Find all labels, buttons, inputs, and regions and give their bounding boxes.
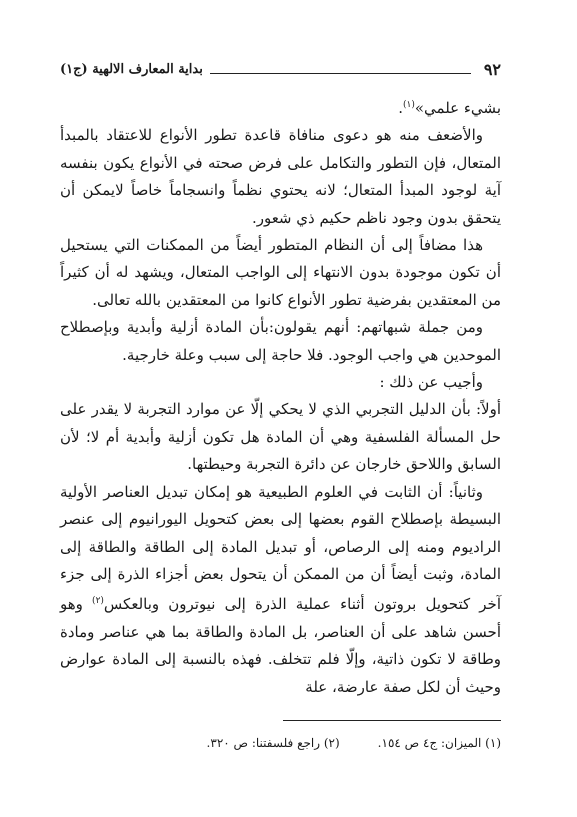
- body-text: [60, 92, 501, 701]
- footnote-rule: [283, 720, 501, 721]
- page-number: ٩٢: [483, 60, 501, 79]
- paragraph-7: [60, 479, 501, 701]
- footnote-2: (٢) راجع فلسفتنا: ص ٣٢٠.: [206, 736, 340, 750]
- paragraph-5: وأجيب عن ذلك :: [379, 373, 483, 392]
- paragraph-3: هذا مضافاً إلى أن النظام المتطور أيضاً من الممكنات التي يستحيل أن تكون موجودة بدون الانتهاء إلى الواجب المتعال، ويشهد له أن كثيراً من المعتقدين بفرضية تطور الأنواع كانوا من المعتقدين بالله تعالى.: [60, 236, 501, 309]
- page-header: [60, 60, 501, 86]
- header-rule: [210, 73, 471, 74]
- footnote-ref-2: (٢): [92, 596, 104, 607]
- paragraph-4: ومن جملة شبهاتهم: أنهم يقولون:بأن المادة أزلية وأبدية وبإصطلاح الموحدين هي واجب الوجود. فلا حاجة إلى سبب وعلة خارجية.: [60, 318, 501, 364]
- paragraph-7-text-a: وثانياً: أن الثابت في العلوم الطبيعية هو إمكان تبديل العناصر الأولية البسيطة بإصطلاح القوم بعضها إلى بعض كتحويل اليورانيوم إلى عنصر الراديوم ومنه إلى الرصاص، أو تبديل المادة إلى الطاقة والطاقة إلى المادة، وثبت أيضاً أن من الممكن أن يتحول بعض أجزاء الذرة إلى جزء آخر كتحويل بروتون أثناء عملية الذرة إلى نيوترون وبالعكس: [60, 482, 501, 614]
- paragraph-1: بشيء علمي»$^{(١)}$.: [398, 99, 501, 117]
- footnote-1: (١) الميزان: ج٤ ص ١٥٤.: [377, 736, 501, 750]
- paragraph-1-text: بشيء علمي»: [414, 99, 501, 117]
- paragraph-2: والأضعف منه هو دعوى منافاة قاعدة تطور الأنواع للاعتقاد بالمبدأ المتعال، فإن التطور والتكامل على فرض صحته في الأنواع يكون بنفسه آية لوجود المبدأ المتعال؛ لانه يحتوي نظماً وانسجاماً خاصاً لايمكن أن يتحقق بدون وجود ناظم حكيم ذي شعور.: [60, 126, 501, 227]
- paragraph-7-text-b: وهو أحسن شاهد على أن العناصر، بل المادة والطاقة بما هي عناصر ومادة وطاقة لا تكون ذاتية، وإلّا فلم تتخلف. فهذه بالنسبة إلى المادة عوارض وحيث أن لكل صفة عارضة، علة: [60, 595, 501, 696]
- running-title: بداية المعارف الالهية (ج١): [60, 62, 203, 77]
- footnote-ref-1: (١): [402, 100, 415, 110]
- paragraph-6: أولاً: بأن الدليل التجربي الذي لا يحكي إلّا عن موارد التجربة لا يقدر على حل المسألة الفلسفية وهي أن المادة هل تكون أزلية وأبدية أم لا؛ لأن السابق واللاحق خارجان عن دائرة التجربة وحيطتها.: [60, 400, 501, 474]
- footnotes: [60, 736, 501, 750]
